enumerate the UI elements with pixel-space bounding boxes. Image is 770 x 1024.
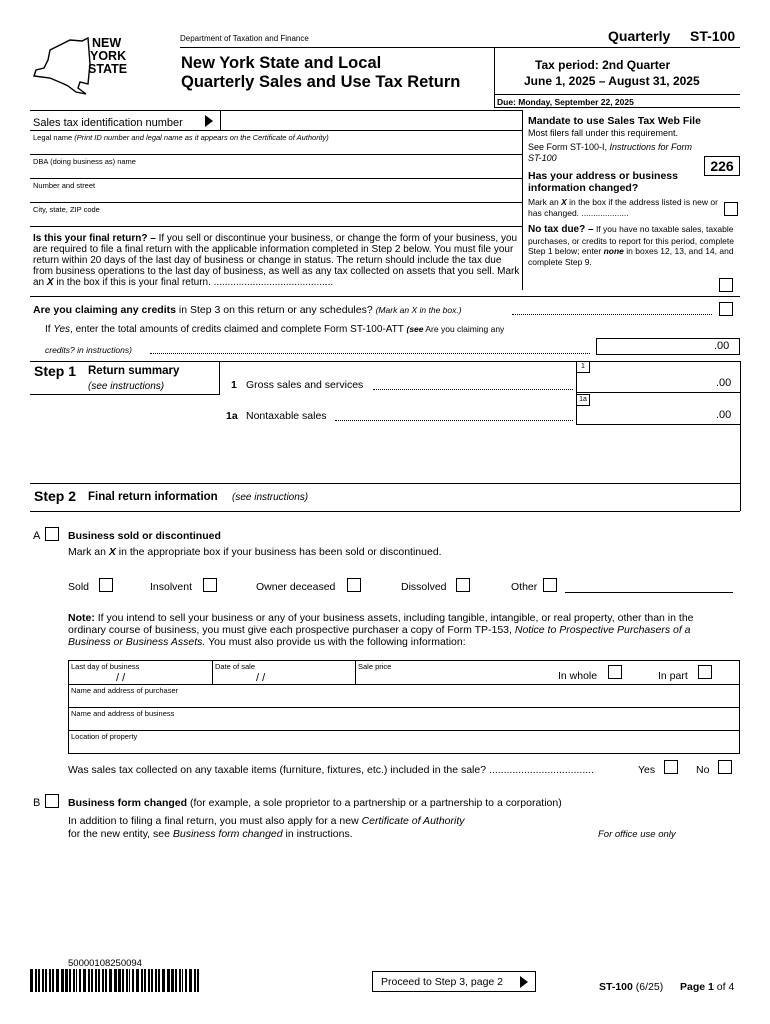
dba-label: DBA (doing business as) name [33,157,136,166]
step1-title: Step 1 [34,363,77,379]
purchaser-field[interactable] [69,695,739,706]
credits-instruction-2: credits? in instructions) [45,345,132,355]
svg-text:STATE: STATE [88,62,128,76]
property-location-label: Location of property [71,732,138,741]
step2-see: (see instructions) [232,492,309,503]
sale-price-label: Sale price [358,662,392,671]
step1-see: (see instructions) [88,381,165,392]
section-a-instruction: Mark an X in the appropriate box if your business has been sold or discontinued. [68,546,442,558]
last-day-of-business-field[interactable]: / / [116,672,126,684]
section-b-title: Business form changed (for example, a sole proprietor to a partnership or a partnership to a corporation) [68,797,562,809]
option-other-checkbox[interactable] [543,578,557,592]
option-insolvent-label: Insolvent [150,581,193,593]
credits-question: Are you claiming any credits in Step 3 on this return or any schedules? (Mark an X in the box.) [33,304,462,316]
section-a-note: Note: If you intend to sell your business or any of your business assets, including tangible, intangible, or real property, other than in the ordinary course of business, you must give each prospective purchaser a copy of Form TP-153, Notice to Prospective Purchasers of a Business or Business Assets. You must also provide us with the following information: [68,612,694,648]
no-tax-due-text: No tax due? – If you have no taxable sales, taxable purchases, or credits to report for this period, complete Step 1 below; enter none in boxes 12, 13, and 14, and complete Step 9. [528,224,734,267]
in-whole-checkbox[interactable] [608,665,622,679]
new-york-state-logo [30,28,180,96]
step2-name: Final return information [88,491,218,503]
option-sold-checkbox[interactable] [99,578,113,592]
proceed-to-step3-button[interactable] [372,971,536,992]
legal-name-label: Legal name (Print ID number and legal name as it appears on the Certificate of Authority) [33,133,329,142]
in-whole-label: In whole [558,670,598,682]
city-state-zip-label: City, state, ZIP code [33,205,100,214]
barcode-number: 50000108250094 [68,958,142,969]
option-dissolved-checkbox[interactable] [456,578,470,592]
dba-field[interactable] [30,166,522,178]
form-title-line2: Quarterly Sales and Use Tax Return [181,73,461,91]
in-part-checkbox[interactable] [698,665,712,679]
section-a-title: Business sold or discontinued [68,530,221,542]
option-dissolved-label: Dissolved [401,581,447,593]
form-revision: ST-100 (6/25) [599,981,664,993]
due-date: Due: Monday, September 22, 2025 [497,97,634,107]
svg-text:NEW: NEW [92,36,122,50]
credits-amount: .00 [714,340,730,352]
option-sold-label: Sold [68,581,90,593]
tax-collected-no-checkbox[interactable] [718,760,732,774]
step1-name: Return summary [88,365,180,377]
option-insolvent-checkbox[interactable] [203,578,217,592]
section-a-checkbox[interactable] [45,527,59,541]
mandate-body: Most filers fall under this requirement. [528,128,679,138]
option-other-label: Other [511,581,538,593]
line1-label: Gross sales and services [246,379,364,391]
mandate-title: Mandate to use Sales Tax Web File [528,115,701,127]
last-day-of-business-label: Last day of business [71,662,140,671]
credits-checkbox[interactable] [719,302,733,316]
line1a-label: Nontaxable sales [246,410,327,422]
sales-tax-id-field[interactable] [221,111,521,130]
page-indicator: Page 1 of 4 [680,981,735,993]
line1-number: 1 [231,379,237,391]
street-field[interactable] [30,190,522,202]
street-label: Number and street [33,181,96,190]
code-box: 226 [704,156,740,176]
business-address-label: Name and address of business [71,709,175,718]
date-of-sale-label: Date of sale [215,662,256,671]
address-changed-checkbox[interactable] [724,202,738,216]
tax-collected-no-label: No [696,764,710,776]
option-owner-deceased-label: Owner deceased [256,581,336,593]
business-address-field[interactable] [69,718,739,729]
tax-collected-question: Was sales tax collected on any taxable items (furniture, fixtures, etc.) included in the sale? .................................... [68,764,594,776]
svg-text:YORK: YORK [90,49,127,63]
mandate-see: See Form ST-100-I, Instructions for Form ST-100 [528,142,693,163]
line1-box-number: 1 [576,361,590,373]
tax-collected-yes-label: Yes [638,764,656,776]
section-b-body-2: for the new entity, see Business form changed in instructions. [68,828,353,840]
tax-period-dates: June 1, 2025 – August 31, 2025 [524,74,700,88]
final-return-text: Is this your final return? – If you sell or discontinue your business, or change the form of your business, you are required to file a final return with the applicable information completed in Step 2 below. You must file your return within 20 days of the last day of business or change in status. The return should include the tax due from business operations to the last day of business, as well as any tax collected on assets that you sell. Mark an X in the box if this is your final return. ........................................... [33,233,520,288]
form-title-line1: New York State and Local [181,54,382,72]
arrow-right-icon [519,975,529,989]
date-of-sale-field[interactable]: / / [256,672,266,684]
period-label: Quarterly [608,28,671,44]
credits-instruction: If Yes, enter the total amounts of credits claimed and complete Form ST-100-ATT (see Are you claiming any [45,324,505,335]
section-b-checkbox[interactable] [45,794,59,808]
line1-amount: .00 [716,377,732,389]
department-name: Department of Taxation and Finance [180,34,309,43]
address-changed-title: Has your address or business information changed? [528,170,678,194]
line1a-box-number: 1a [576,394,590,406]
legal-name-field[interactable] [30,142,522,154]
option-owner-deceased-checkbox[interactable] [347,578,361,592]
section-b-letter: B [33,797,41,809]
final-return-checkbox[interactable] [719,278,733,292]
arrow-right-icon [204,114,214,128]
form-id: ST-100 [690,28,736,44]
section-b-body-1: In addition to filing a final return, you must also apply for a new Certificate of Authority [68,815,465,827]
office-use-label: For office use only [598,829,676,840]
address-changed-body: Mark an X in the box if the address listed is new or has changed. .................... [528,197,718,218]
section-a-letter: A [33,530,41,542]
line1a-amount: .00 [716,409,732,421]
line1a-number: 1a [226,410,238,422]
option-other-field[interactable] [565,580,733,593]
sales-tax-id-label: Sales tax identification number [33,117,183,129]
tax-period: Tax period: 2nd Quarter [535,58,671,72]
purchaser-label: Name and address of purchaser [71,686,179,695]
barcode-image [30,969,202,992]
in-part-label: In part [658,670,688,682]
step2-title: Step 2 [34,488,77,504]
city-state-zip-field[interactable] [30,214,522,226]
proceed-label: Proceed to Step 3, page 2 [381,976,504,988]
tax-collected-yes-checkbox[interactable] [664,760,678,774]
property-location-field[interactable] [69,741,739,753]
sale-price-field[interactable] [356,672,536,683]
